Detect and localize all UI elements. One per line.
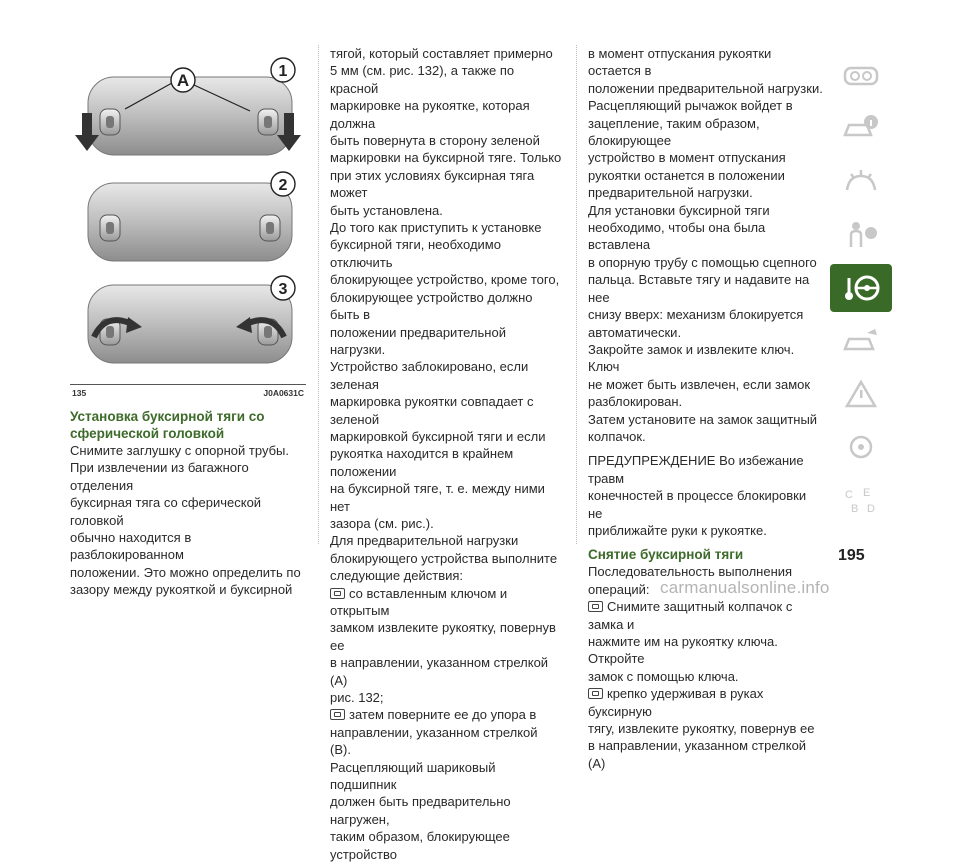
text-line: Устройство заблокировано, если зеленая xyxy=(330,359,529,392)
step-bullet-icon xyxy=(588,601,603,612)
bullet-text: крепко удерживая в руках буксирную xyxy=(588,686,764,719)
chapter-tabs xyxy=(830,52,892,529)
text-line: Последовательность выполнения xyxy=(588,564,793,580)
warning-line: конечностей в процессе блокировки не xyxy=(588,488,807,521)
warning-line: приближайте руки к рукоятке. xyxy=(588,522,767,538)
page-number: 195 xyxy=(838,547,865,564)
bullet-item xyxy=(588,685,824,720)
towbar-step-2 xyxy=(88,172,295,261)
bullet-text: со вставленным ключом и открытым xyxy=(330,585,508,618)
text-line: маркировкой буксирной тяги и если xyxy=(330,428,546,444)
text-line: колпачок. xyxy=(588,428,646,444)
step-bullet-icon xyxy=(330,709,345,720)
text-line: нажмите им на рукоятку ключа. Откройте xyxy=(588,634,778,667)
svg-text:C: C xyxy=(845,489,853,501)
step-bullet-icon xyxy=(588,688,603,699)
label-1: 1 xyxy=(278,63,288,80)
label-2: 2 xyxy=(278,177,288,194)
svg-text:B: B xyxy=(851,503,859,515)
text-line: обычно находится в разблокированном xyxy=(70,530,192,563)
text-line: при этих условиях буксирная тяга может xyxy=(330,167,535,201)
text-line: следующие действия: xyxy=(330,568,464,584)
text-line: пальца. Вставьте тягу и надавите на нее xyxy=(588,272,810,305)
tab-index[interactable] xyxy=(830,476,892,524)
text-line: в опорную трубу с помощью сцепного xyxy=(588,254,817,270)
bullet-text: Снимите защитный колпачок с замка и xyxy=(588,599,793,632)
text-line: буксирная тяга со сферической головкой xyxy=(70,495,262,528)
text-line: зацепление, таким образом, блокирующее xyxy=(588,115,760,149)
towbar-step-1 xyxy=(75,58,301,155)
bullet-text: затем поверните ее до упора в xyxy=(349,707,537,723)
warning-line: ПРЕДУПРЕЖДЕНИЕ Во избежание травм xyxy=(588,453,804,486)
text-line: автоматически. xyxy=(588,324,682,340)
watermark-text: carmanualsonline.info xyxy=(660,578,830,597)
label-3: 3 xyxy=(278,281,288,298)
multimedia-icon xyxy=(841,431,881,463)
text-line: Снимите заглушку с опорной трубы. xyxy=(70,443,289,458)
text-line: Расцепляющий шариковый подшипник xyxy=(330,759,496,793)
text-line: положении предварительной нагрузки. xyxy=(330,324,506,357)
text-line: блокирующего устройства выполните xyxy=(330,550,558,566)
text-line: предварительной нагрузки. xyxy=(588,185,753,201)
svg-text:D: D xyxy=(867,503,875,515)
text-line: зазора (см. рис.). xyxy=(330,515,434,531)
tab-safety[interactable] xyxy=(830,211,892,259)
text-line: При извлечении из багажного отделения xyxy=(70,460,249,493)
step-bullet-icon xyxy=(330,588,345,599)
text-line: на буксирной тяге, т. е. между ними нет xyxy=(330,481,545,514)
text-line: в направлении, указанном стрелкой (A) xyxy=(588,738,807,771)
road-warning-icon xyxy=(841,378,881,410)
text-line: блокирующее устройство, кроме того, xyxy=(330,272,560,288)
text-line: Затем установите на замок защитный xyxy=(588,411,818,427)
svg-text:E: E xyxy=(863,487,871,499)
text-column-1 xyxy=(70,408,306,599)
column-divider xyxy=(318,45,319,544)
figure-code: J0A0631C xyxy=(263,388,304,398)
text-line: маркировке на рукоятке, которая должна xyxy=(330,98,530,131)
key-steering-wheel-icon xyxy=(841,272,881,304)
bullet-item xyxy=(588,598,824,633)
text-line: Закройте замок и извлеките ключ. Ключ xyxy=(588,341,795,375)
warning-light-icon xyxy=(841,166,881,198)
text-line: положении. Это можно определить по xyxy=(70,564,301,580)
car-dashboard-icon xyxy=(841,60,881,92)
text-line: рукоятки останется в положении xyxy=(588,167,785,183)
towbar-step-3 xyxy=(88,276,295,363)
text-line: операций: xyxy=(588,581,650,597)
text-line: маркировки на буксирной тяге. Только xyxy=(330,150,562,166)
section-heading-removal: Снятие буксирной тяги xyxy=(588,547,744,563)
text-line: необходимо, чтобы она была вставлена xyxy=(588,220,766,253)
wrench-car-icon xyxy=(841,325,881,357)
text-line: замок с помощью ключа. xyxy=(588,668,739,684)
bullet-item xyxy=(330,585,562,620)
text-line: блокирующее устройство должно быть в xyxy=(330,289,533,323)
tab-emergency[interactable] xyxy=(830,317,892,365)
text-line: положении предварительной нагрузки. xyxy=(588,80,823,96)
text-column-3 xyxy=(588,45,824,772)
text-line: тягу, извлеките рукоятку, повернув ее xyxy=(588,721,815,737)
tab-dashboard[interactable] xyxy=(830,52,892,100)
text-line: 5 мм (см. рис. 132), а также по красной xyxy=(330,63,515,96)
text-line: тягой, который составляет примерно xyxy=(330,46,553,61)
text-line: в направлении, указанном стрелкой (A) xyxy=(330,655,549,688)
text-line: буксирной тяги, необходимо отключить xyxy=(330,237,501,270)
text-line: быть установлена. xyxy=(330,202,443,218)
towbar-diagram xyxy=(70,55,310,380)
figure-number: 135 xyxy=(72,388,87,398)
bullet-item xyxy=(330,706,562,723)
text-line: должен быть предварительно нагружен, xyxy=(330,794,511,827)
text-line: Расцепляющий рычажок войдет в xyxy=(588,98,793,114)
safety-airbag-icon xyxy=(841,219,881,251)
text-line: Для предварительной нагрузки xyxy=(330,533,519,549)
text-line: замком извлеките рукоятку, повернув ее xyxy=(330,620,556,653)
text-line: зазору между рукояткой и буксирной xyxy=(70,582,293,598)
tab-warning-lights[interactable] xyxy=(830,158,892,206)
text-line: в момент отпускания рукоятки остается в xyxy=(588,46,772,79)
text-line: маркировка рукоятки совпадает с зеленой xyxy=(330,394,534,427)
text-line: рис. 132; xyxy=(330,690,384,706)
section-heading-install: Установка буксирной тяги со сферической головкой xyxy=(70,409,265,441)
text-line: направлении, указанном стрелкой (B). xyxy=(330,724,538,758)
tab-starting-driving[interactable] xyxy=(830,264,892,312)
car-info-icon xyxy=(841,113,881,145)
text-line: Для установки буксирной тяги xyxy=(588,202,770,218)
tab-vehicle-info[interactable] xyxy=(830,105,892,153)
text-line: разблокирован. xyxy=(588,394,683,410)
figure-caption xyxy=(70,384,306,399)
text-line: таким образом, блокирующее устройство xyxy=(330,829,510,862)
label-a: A xyxy=(176,71,190,90)
text-line: снизу вверх: механизм блокируется xyxy=(588,307,804,323)
text-line: До того как приступить к установке xyxy=(330,220,542,236)
text-line: рукоятка находится в крайнем положении xyxy=(330,446,514,479)
text-line: быть повернута в сторону зеленой xyxy=(330,133,540,149)
index-alphabet-icon xyxy=(841,484,881,516)
text-line: устройство в момент отпускания xyxy=(588,150,786,166)
tab-technical-data[interactable] xyxy=(830,423,892,471)
text-column-2 xyxy=(330,45,562,863)
tab-maintenance[interactable] xyxy=(830,370,892,418)
text-line: не может быть извлечен, если замок xyxy=(588,376,811,392)
column-divider xyxy=(576,45,577,544)
